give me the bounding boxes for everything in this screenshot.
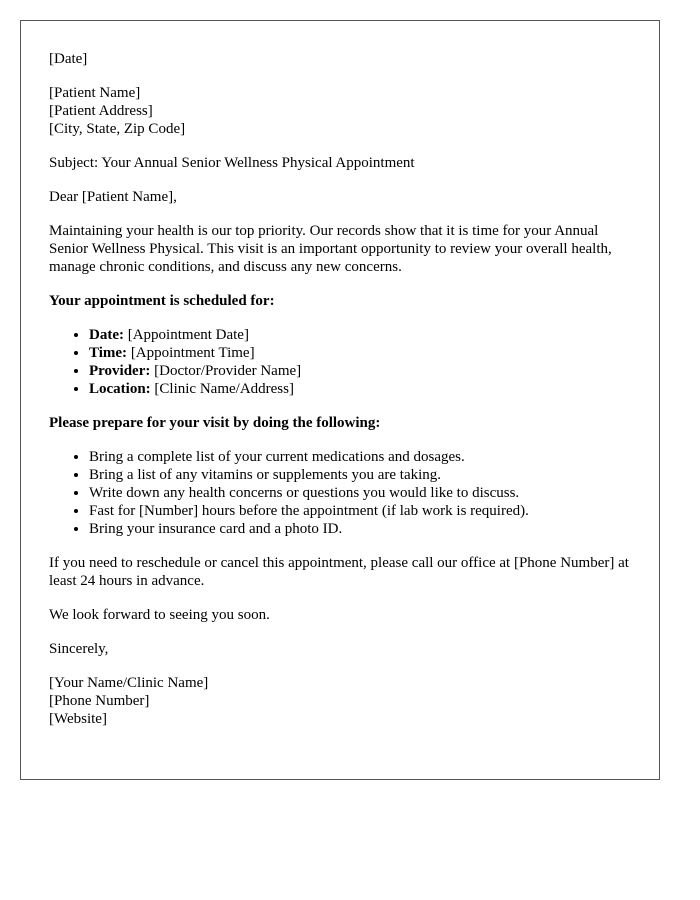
list-item: • Write down any health concerns or questions you would like to discuss.	[89, 484, 631, 502]
list-item: • Bring a list of any vitamins or supplements you are taking.	[89, 466, 631, 484]
detail-label: Location:	[89, 381, 151, 397]
list-item	[89, 380, 631, 398]
list-item	[89, 362, 631, 380]
detail-value: [Clinic Name/Address]	[154, 381, 294, 397]
subject-line: Subject: Your Annual Senior Wellness Physical Appointment	[49, 155, 415, 171]
appointment-details-list	[49, 326, 631, 398]
detail-label: Time:	[89, 345, 128, 361]
salutation: Dear [Patient Name],	[49, 189, 177, 205]
detail-label: Provider:	[89, 363, 151, 379]
detail-value: [Appointment Date]	[127, 327, 249, 343]
appointment-heading: Your appointment is scheduled for:	[49, 293, 275, 309]
recipient-address	[49, 84, 631, 138]
detail-value: [Doctor/Provider Name]	[154, 363, 302, 379]
recipient-street: [Patient Address]	[49, 103, 153, 119]
prep-list	[49, 448, 631, 538]
recipient-name: [Patient Name]	[49, 85, 141, 101]
signoff: Sincerely,	[49, 641, 109, 657]
list-item	[89, 344, 631, 362]
sender-website: [Website]	[49, 711, 107, 727]
list-item	[89, 326, 631, 344]
prep-heading: Please prepare for your visit by doing the following:	[49, 415, 381, 431]
closing-line: We look forward to seeing you soon.	[49, 607, 270, 623]
letter-page	[20, 20, 660, 780]
reschedule-paragraph: If you need to reschedule or cancel this appointment, please call our office at [Phone Number] at least 24 hours in advance.	[49, 555, 629, 589]
list-item: • Bring a complete list of your current medications and dosages.	[89, 448, 631, 466]
detail-value: [Appointment Time]	[130, 345, 255, 361]
intro-paragraph: Maintaining your health is our top priority. Our records show that it is time for your Annual Senior Wellness Physical. This visit is an important opportunity to review your overall health, manage chronic conditions, and discuss any new concerns.	[49, 223, 612, 275]
list-item: • Fast for [Number] hours before the appointment (if lab work is required).	[89, 502, 631, 520]
letter-date: [Date]	[49, 51, 88, 67]
sender-name: [Your Name/Clinic Name]	[49, 675, 209, 691]
sender-phone: [Phone Number]	[49, 693, 150, 709]
detail-label: Date:	[89, 327, 124, 343]
list-item: • Bring your insurance card and a photo ID.	[89, 520, 631, 538]
sender-signature	[49, 674, 631, 728]
recipient-city: [City, State, Zip Code]	[49, 121, 186, 137]
date-line	[49, 50, 631, 68]
